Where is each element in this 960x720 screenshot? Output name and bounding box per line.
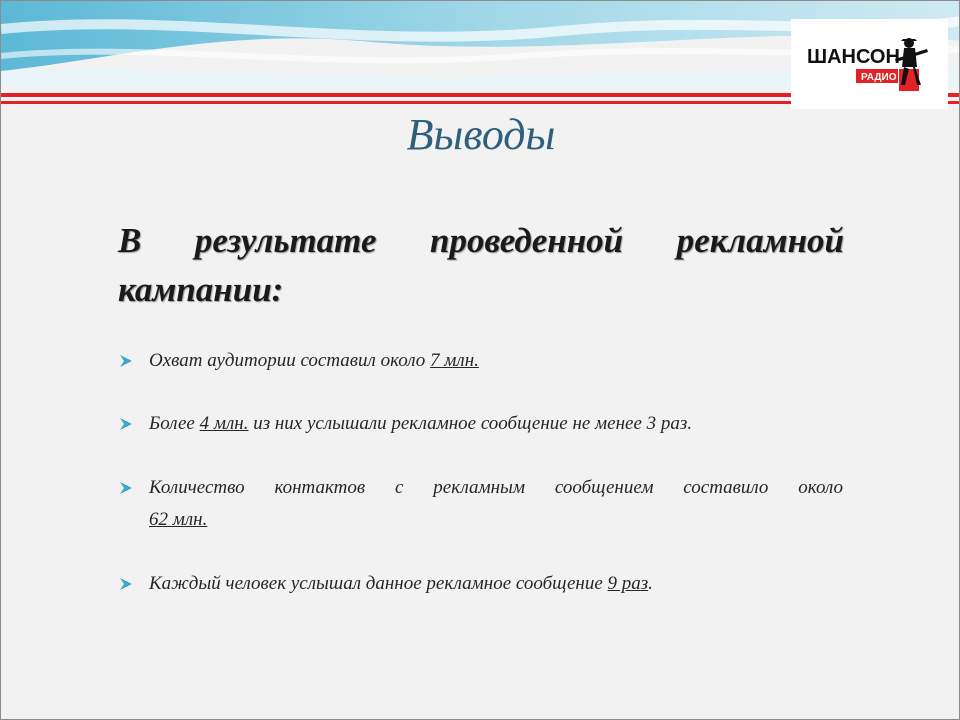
logo-main-text: ШАНСОН — [807, 46, 900, 68]
bullet-text-end: . — [648, 573, 653, 594]
shanson-radio-logo — [791, 19, 948, 109]
logo-sub-text: РАДИО — [861, 72, 897, 83]
arrow-bullet-icon — [119, 577, 133, 591]
bullet-text: Количество контактов с рекламным сообщением составило около — [149, 477, 843, 498]
arrow-bullet-icon — [119, 354, 133, 368]
bullet-text: Охват аудитории составил около — [149, 350, 431, 371]
bullet-highlight: 4 млн. — [199, 413, 249, 434]
bullet-text: Более — [149, 413, 200, 434]
heading-line-1: В результате проведенной рекламной — [118, 221, 844, 260]
arrow-bullet-icon — [119, 417, 133, 431]
arrow-bullet-icon — [119, 481, 133, 495]
bullet-text: Каждый человек услышал данное рекламное сообщение — [149, 573, 608, 594]
bullet-highlight: 62 млн. — [149, 509, 208, 530]
bullet-highlight: 7 млн. — [430, 350, 479, 371]
bullet-text-end: из них услышали рекламное сообщение не менее 3 раз. — [248, 413, 693, 434]
slide-title: Выводы — [406, 110, 556, 159]
heading-line-2: кампании: — [118, 270, 284, 309]
bullet-highlight: 9 раз — [607, 573, 649, 594]
